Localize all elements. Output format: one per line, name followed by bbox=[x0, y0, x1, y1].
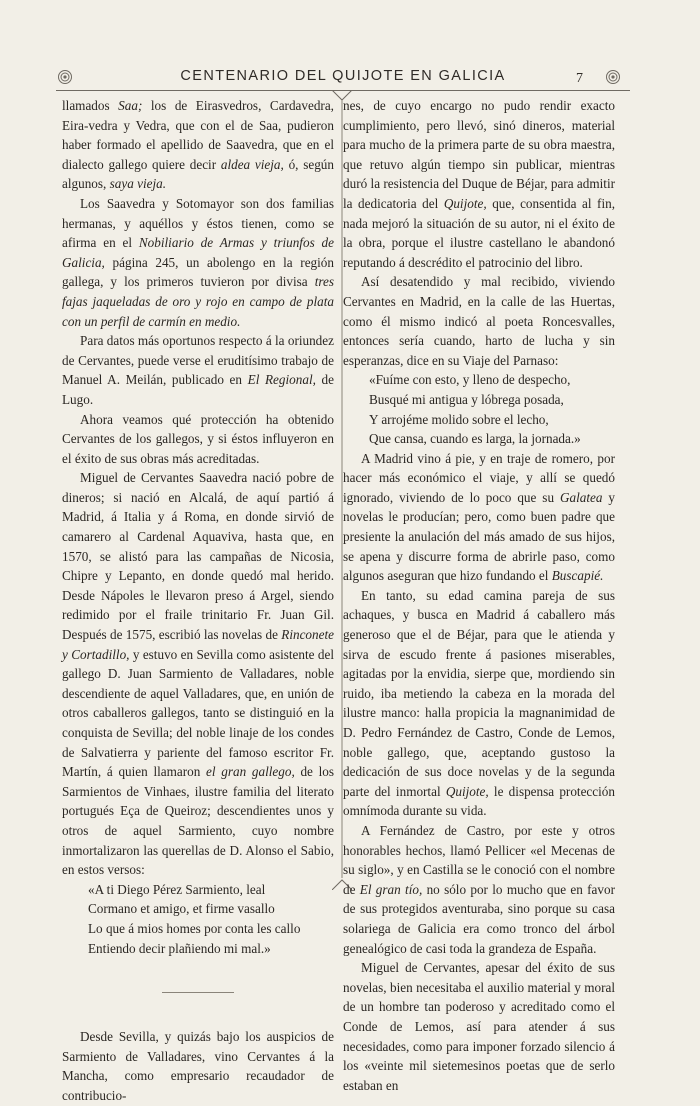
right-column bbox=[343, 96, 615, 1095]
italic-title: Quijote, bbox=[443, 195, 487, 211]
paragraph: A Fernández de Castro, por este y otros honorables hechos, llamó Pellicer «el Mecenas de su siglo», y en Castilla se le conoció con el nombre de El gran tío, no sólo por lo mucho que en favor de sus protegidos aventuraba, sino porque su casa solariega de Galicia era como tronco del árbol genealógico de casi toda la grandeza de España. bbox=[343, 822, 615, 956]
italic-title: Rinconete y Cortadillo, bbox=[62, 627, 334, 662]
verse-line: «A ti Diego Pérez Sarmiento, leal bbox=[88, 881, 266, 897]
paragraph: llamados Saa; los de Eirasvedros, Cardavedra, Eira-vedra y Vedra, que con el de Saa, pudieron haber formado el apellido de Saavedra, que en el dialecto gallego quiere decir aldea vieja, ó, según algunos, saya vieja. bbox=[62, 98, 334, 192]
left-column bbox=[62, 96, 334, 1106]
spiral-ornament-icon bbox=[57, 69, 73, 85]
verse-line: Entiendo decir plañiendo mi mal.» bbox=[88, 940, 271, 956]
verse-line: Lo que á mios homes por conta les callo bbox=[88, 920, 301, 936]
italic-title: Galatea bbox=[559, 489, 603, 505]
italic-title: el gran gallego, bbox=[206, 764, 295, 780]
paragraph: Desde Sevilla, y quizás bajo los auspicios de Sarmiento de Valladares, vino Cervantes á la Mancha, como empresario recaudador de contribucio- bbox=[62, 1029, 334, 1103]
italic-title: El gran tío, bbox=[359, 881, 423, 897]
italic-title: El Regional, bbox=[247, 372, 316, 388]
verse-quote bbox=[88, 880, 334, 958]
verse-line: Y arrojéme molido sobre el lecho, bbox=[369, 411, 549, 427]
spiral-ornament-icon bbox=[605, 69, 621, 85]
paragraph: nes, de cuyo encargo no pudo rendir exacto cumplimiento, pero llevó, sinó dineros, material para mucho de la primera parte de su obra maestra, que retuvo algún tiempo sin publicar, mientras duró la resistencia del Duque de Béjar, para admitir la dedicatoria del Quijote, que, consentida al fin, nada mejoró la situación de su autor, ni el éxito de la obra, porque el ilustre castellano le abandonó reputando á descrédito el patrocinio del libro. bbox=[343, 98, 615, 270]
italic-title: saya vieja. bbox=[109, 176, 167, 192]
section-divider bbox=[162, 992, 234, 993]
paragraph: Los Saavedra y Sotomayor son dos familias hermanas, y aquéllos y éstos tienen, como se afirma en el Nobiliario de Armas y triunfos de Galicia, página 245, un abolengo en la región gallega, y los primeros tuvieron por divisa tres fajas jaqueladas de oro y rojo en campo de plata con un perfil de carmín en medio. bbox=[62, 195, 334, 329]
paragraph: Miguel de Cervantes Saavedra nació pobre de dineros; si nació en Alcalá, de aquí partió á Madrid, á Italia y á Roma, en donde sirvió de camarero al Cardenal Aquaviva, hasta que, en 1570, se alistó para las campañas de Nicosia, Chipre y Lepanto, en donde quedó mal herido. Desde Nápoles le llevaron preso á Argel, siendo redimido por el fraile trinitario Fr. Juan Gil. Después de 1575, escribió las novelas de Rinconete y Cortadillo, y estuvo en Sevilla como asistente del gallego D. Juan Sarmiento de Valladares, noble descendiente de aquel Valladares, que, en unión de otros caballeros gallegos, tanto se distinguió en la conquista de Sevilla; del noble linaje de los condes de Salvatierra y pariente del famoso escritor Fr. Martín, á quien llamaron el gran gallego, de los Sarmientos de Vinhaes, ilustre familia del literato portugués Eça de Queiroz; descendientes unos y otros de aquel Sarmiento, cuyo nombre inmortalizaron las querellas de D. Alonso el Sabio, en estos versos: bbox=[62, 470, 334, 878]
italic-title: Saa; bbox=[118, 98, 143, 113]
italic-title: Nobiliario de Armas y triunfos de Galicia, bbox=[62, 235, 334, 270]
verse-line: Cormano et amigo, et firme vasallo bbox=[88, 901, 275, 917]
verse-quote bbox=[369, 370, 615, 448]
running-header bbox=[56, 66, 630, 91]
verse-line: «Fuíme con esto, y lleno de despecho, bbox=[369, 372, 571, 388]
paragraph: Así desatendido y mal recibido, viviendo Cervantes en Madrid, en la calle de las Huertas, como él mismo indicó al poeta Roncesvalles, entonces sería cuando, harto de lucha y sin esperanzas, dice en su Viaje del Parnaso: bbox=[343, 274, 615, 368]
verse-line: Busqué mi antigua y lóbrega posada, bbox=[369, 391, 564, 407]
paragraph: A Madrid vino á pie, y en traje de romero, por hacer más económico el viaje, y allí se quedó ignorado, viviendo de lo poco que su Galatea y novelas le producían; pero, como buen padre que presiente la anulación del más amado de sus hijos, se apena y discurre forma de abrirle paso, como algunos aseguran que hizo fundando el Buscapié. bbox=[343, 450, 615, 584]
italic-title: tres fajas jaqueladas de oro y rojo en campo de plata con un perfil de carmín en medio. bbox=[62, 274, 334, 329]
running-title: CENTENARIO DEL QUIJOTE EN GALICIA bbox=[180, 68, 506, 84]
page-number: 7 bbox=[576, 71, 583, 86]
italic-title: Quijote, bbox=[445, 783, 489, 799]
verse-line: Que cansa, cuando es larga, la jornada.» bbox=[369, 431, 581, 447]
paragraph: Ahora veamos qué protección ha obtenido Cervantes de los gallegos, y si éstos influyeron en el éxito de sus obras más acreditadas. bbox=[62, 411, 334, 466]
paragraph: En tanto, su edad camina pareja de sus achaques, y busca en Madrid á caballero más generoso que el de Béjar, para que le atienda y sirva de escudo frente á pasiones miserables, agitadas por la envidia, sierpe que, mordiendo sin ruido, iba metiendo la cabeza en la morada del ilustre manco: halla propicia la magnanimidad de D. Pedro Fernández de Castro, Conde de Lemos, noble gallego, que, aceptando gustoso la dedicación de sus doce novelas y de la segunda parte del inmortal Quijote, le dispensa protección omnímoda durante su vida. bbox=[343, 587, 615, 819]
italic-title: Buscapié. bbox=[551, 568, 604, 584]
paragraph: Miguel de Cervantes, apesar del éxito de sus novelas, bien necesitaba el auxilio material y moral de un hombre tan poderoso y acreditado como el Conde de Lemos, así para atender á sus necesidades, como para imponer forzado silencio á los «veinte mil sietemesinos poetas que de serlo estaban en bbox=[343, 960, 615, 1093]
paragraph: Para datos más oportunos respecto á la oriundez de Cervantes, puede verse el eruditísimo trabajo de Manuel A. Meilán, publicado en El Regional, de Lugo. bbox=[62, 333, 334, 407]
italic-title: aldea vieja, bbox=[220, 156, 284, 172]
